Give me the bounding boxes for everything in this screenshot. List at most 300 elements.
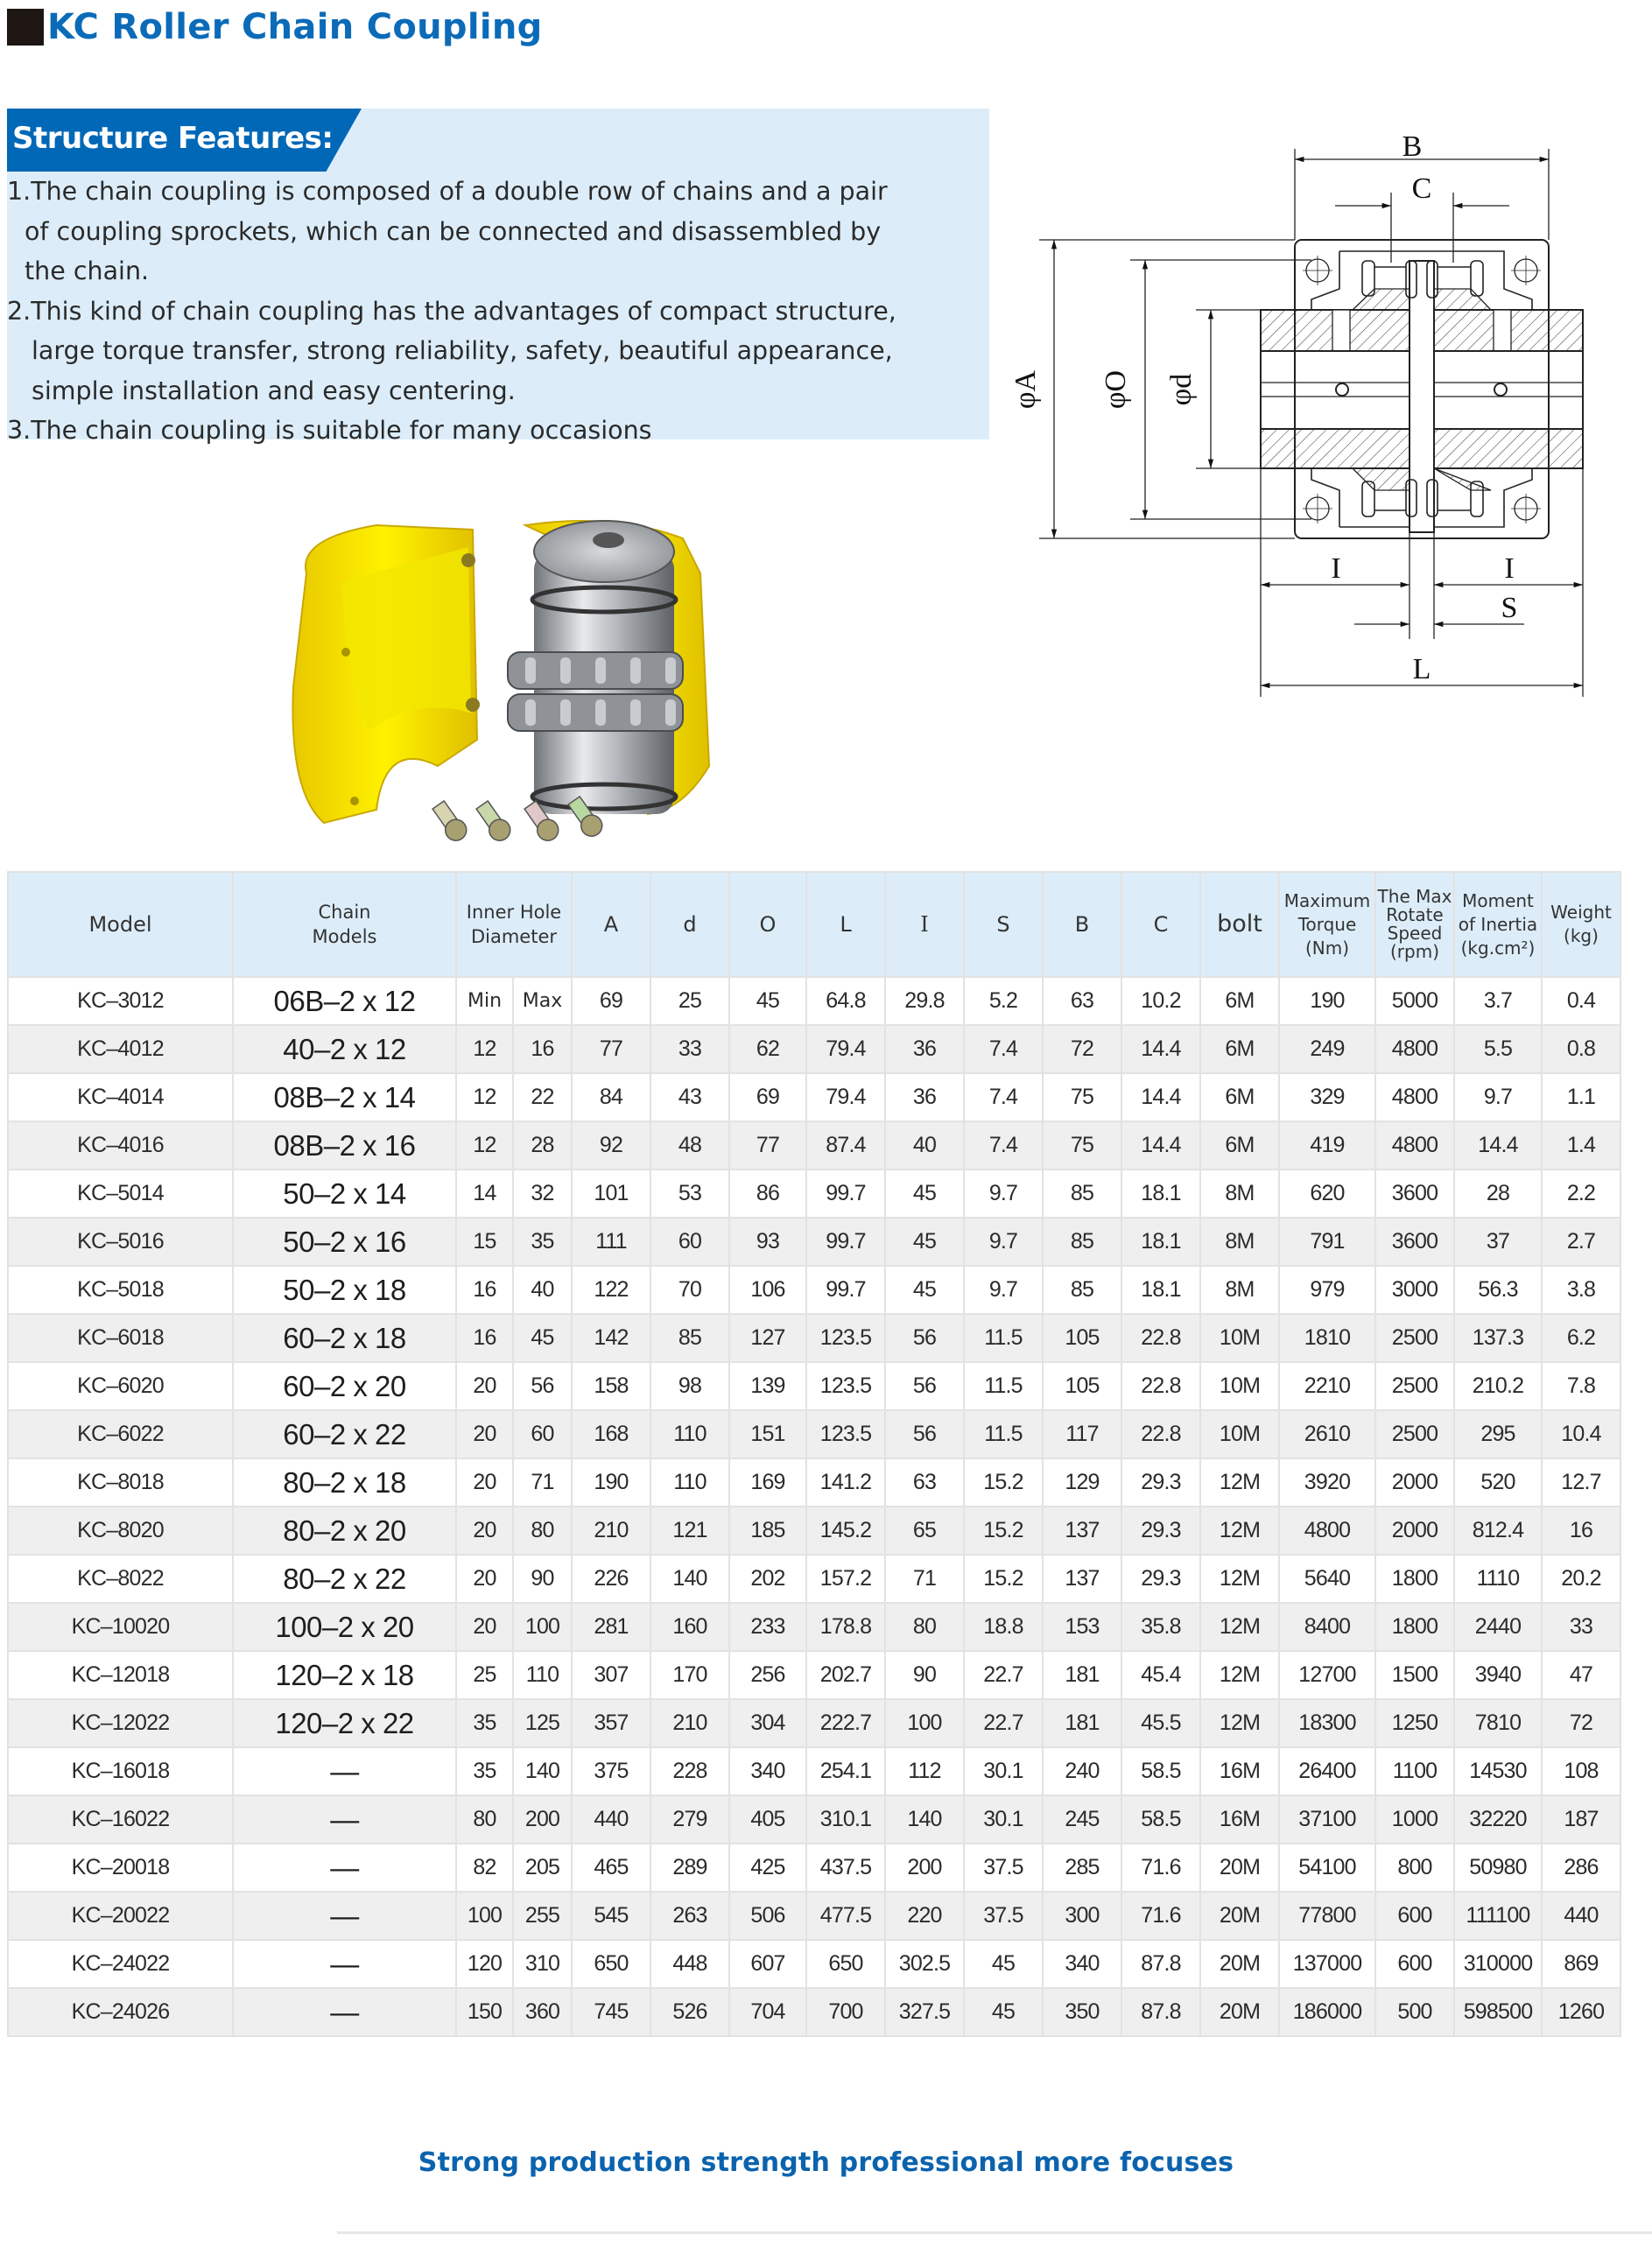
footer-divider [337,2231,1652,2234]
table-cell: 8M [1200,1218,1279,1266]
table-cell: 110 [650,1410,729,1458]
header-moment-of-inertia: Moment of Inertia (kg.cm²) [1454,872,1542,977]
title-square-marker [7,9,44,46]
table-cell: 245 [1043,1795,1121,1844]
feature-item-3: 3.The chain coupling is suitable for many occasions [7,416,652,445]
header-A: A [572,872,650,977]
table-cell: 45 [729,977,806,1025]
table-cell: 140 [885,1795,964,1844]
table-cell: 405 [729,1795,806,1844]
label-I-right: I [1504,552,1515,585]
table-cell: 80–2 x 22 [233,1555,456,1603]
table-cell: KC–6020 [8,1362,233,1410]
table-cell: 1250 [1375,1699,1454,1747]
table-cell: 29.3 [1121,1458,1200,1507]
table-cell: 100 [885,1699,964,1747]
table-row [8,1747,1620,1795]
table-cell: 4800 [1375,1025,1454,1073]
table-cell: 22.7 [964,1651,1043,1699]
table-cell: 12M [1200,1651,1279,1699]
table-cell: 979 [1279,1266,1375,1314]
table-cell: 5.5 [1454,1025,1542,1073]
header-d: d [650,872,729,977]
label-B: B [1402,130,1423,163]
table-cell: 12 [456,1073,513,1121]
table-cell: Min [456,977,513,1025]
header-weight: Weight (kg) [1542,872,1620,977]
table-cell: 80 [885,1603,964,1651]
table-cell: 295 [1454,1410,1542,1458]
feature-text-cont: the chain. [25,256,150,285]
table-cell: 425 [729,1844,806,1892]
table-cell: 10.2 [1121,977,1200,1025]
structure-features-heading: Structure Features: [12,121,334,156]
table-cell: 1260 [1542,1988,1620,2036]
table-cell: 7.4 [964,1073,1043,1121]
table-cell: 98 [650,1362,729,1410]
table-cell: 2610 [1279,1410,1375,1458]
table-cell: 90 [513,1555,572,1603]
table-cell: 310000 [1454,1940,1542,1988]
table-cell: 240 [1043,1747,1121,1795]
table-cell: 141.2 [806,1458,885,1507]
table-cell: 263 [650,1892,729,1940]
table-cell: 202.7 [806,1651,885,1699]
table-cell: 77800 [1279,1892,1375,1940]
table-cell: 58.5 [1121,1747,1200,1795]
table-cell: 2000 [1375,1507,1454,1555]
table-cell: 350 [1043,1988,1121,2036]
table-cell: 168 [572,1410,650,1458]
table-cell: 99.7 [806,1218,885,1266]
table-cell: 7.4 [964,1025,1043,1073]
table-cell: 11.5 [964,1362,1043,1410]
table-cell: 43 [650,1073,729,1121]
table-cell: 37.5 [964,1844,1043,1892]
table-cell: 33 [650,1025,729,1073]
table-cell: KC–8018 [8,1458,233,1507]
table-cell: 87.4 [806,1121,885,1170]
footer-tagline: Strong production strength professional more focuses [418,2147,1234,2178]
table-cell: KC–8020 [8,1507,233,1555]
table-cell: 32220 [1454,1795,1542,1844]
table-cell: 3600 [1375,1218,1454,1266]
table-cell: 15 [456,1218,513,1266]
table-cell: 2000 [1375,1458,1454,1507]
table-cell: 6.2 [1542,1314,1620,1362]
table-row [8,1458,1620,1507]
table-cell: 56.3 [1454,1266,1542,1314]
feature-text: The chain coupling is composed of a double row of chains and a pair [31,177,888,206]
table-cell: 06B–2 x 12 [233,977,456,1025]
table-cell: 222.7 [806,1699,885,1747]
table-cell: 139 [729,1362,806,1410]
table-cell: 122 [572,1266,650,1314]
table-cell: 520 [1454,1458,1542,1507]
table-cell: 100–2 x 20 [233,1603,456,1651]
table-cell: 40 [885,1121,964,1170]
table-cell: 29.8 [885,977,964,1025]
table-cell: 12 [456,1121,513,1170]
table-cell: 5000 [1375,977,1454,1025]
table-cell: 307 [572,1651,650,1699]
product-photo [271,477,779,854]
table-cell: 22.8 [1121,1410,1200,1458]
table-cell: 256 [729,1651,806,1699]
table-cell: KC–8022 [8,1555,233,1603]
table-cell: 110 [650,1458,729,1507]
table-cell: 48 [650,1121,729,1170]
table-cell: 6M [1200,1121,1279,1170]
table-cell: 249 [1279,1025,1375,1073]
table-cell: 526 [650,1988,729,2036]
header-S: S [964,872,1043,977]
table-cell: 85 [650,1314,729,1362]
table-cell: 99.7 [806,1266,885,1314]
table-cell: 440 [1542,1892,1620,1940]
table-cell: 20M [1200,1844,1279,1892]
table-cell: 93 [729,1218,806,1266]
table-cell: 79.4 [806,1073,885,1121]
label-phid: φd [1165,373,1198,406]
table-cell: 106 [729,1266,806,1314]
table-cell: 56 [885,1410,964,1458]
table-cell: 15.2 [964,1507,1043,1555]
table-row [8,1988,1620,2036]
table-cell: 92 [572,1121,650,1170]
table-cell: KC–6018 [8,1314,233,1362]
table-cell: 745 [572,1988,650,2036]
table-row [8,1266,1620,1314]
header-C: C [1121,872,1200,977]
table-cell: 11.5 [964,1410,1043,1458]
table-cell: 18.1 [1121,1218,1200,1266]
table-cell: 18300 [1279,1699,1375,1747]
table-cell: 0.4 [1542,977,1620,1025]
table-cell: 22.7 [964,1699,1043,1747]
table-cell: 137.3 [1454,1314,1542,1362]
table-cell: 140 [513,1747,572,1795]
table-cell: 137000 [1279,1940,1375,1988]
table-cell: 12 [456,1025,513,1073]
table-cell: 16 [1542,1507,1620,1555]
table-cell: 137 [1043,1507,1121,1555]
table-cell: 123.5 [806,1410,885,1458]
table-cell: KC–24022 [8,1940,233,1988]
table-cell: 20.2 [1542,1555,1620,1603]
table-cell: 9.7 [964,1170,1043,1218]
table-cell: 108 [1542,1747,1620,1795]
table-cell: 30.1 [964,1747,1043,1795]
table-cell: — [233,1940,456,1988]
table-cell: 160 [650,1603,729,1651]
table-cell: 65 [885,1507,964,1555]
table-cell: 58.5 [1121,1795,1200,1844]
structure-features-panel [7,109,989,445]
table-cell: 340 [729,1747,806,1795]
table-cell: KC–3012 [8,977,233,1025]
table-cell: 35.8 [1121,1603,1200,1651]
table-cell: 53 [650,1170,729,1218]
table-cell: 26400 [1279,1747,1375,1795]
table-cell: 5.2 [964,977,1043,1025]
table-cell: 99.7 [806,1170,885,1218]
table-cell: 129 [1043,1458,1121,1507]
feature-item-2: 2.This kind of chain coupling has the advantages of compact structure, large torque transfer, strong reliability, safety, beautiful appearance, simple installation and easy centering. [7,292,896,411]
bolts [430,795,607,845]
table-cell: 35 [456,1699,513,1747]
table-cell: 16M [1200,1747,1279,1795]
table-cell: 80–2 x 20 [233,1507,456,1555]
table-cell: 14.4 [1121,1121,1200,1170]
table-cell: 85 [1043,1266,1121,1314]
table-cell: 32 [513,1170,572,1218]
table-cell: 8400 [1279,1603,1375,1651]
table-cell: 791 [1279,1218,1375,1266]
table-cell: 101 [572,1170,650,1218]
table-cell: 3000 [1375,1266,1454,1314]
table-cell: 90 [885,1651,964,1699]
table-cell: KC–20022 [8,1892,233,1940]
table-row [8,1121,1620,1170]
header-L: L [806,872,885,977]
table-cell: 310 [513,1940,572,1988]
table-cell: 121 [650,1507,729,1555]
table-cell: 0.8 [1542,1025,1620,1073]
table-cell: 56 [885,1362,964,1410]
table-row [8,1170,1620,1218]
table-cell: 14.4 [1454,1121,1542,1170]
table-cell: 3600 [1375,1170,1454,1218]
table-cell: 22 [513,1073,572,1121]
table-cell: 84 [572,1073,650,1121]
table-cell: 1800 [1375,1555,1454,1603]
table-cell: Max [513,977,572,1025]
table-cell: 200 [885,1844,964,1892]
table-cell: 190 [1279,977,1375,1025]
table-cell: 71 [513,1458,572,1507]
table-cell: 286 [1542,1844,1620,1892]
feature-text-cont: of coupling sprockets, which can be connected and disassembled by [25,216,882,246]
table-cell: 4800 [1375,1121,1454,1170]
table-cell: 15.2 [964,1555,1043,1603]
table-cell: 11.5 [964,1314,1043,1362]
spec-table [7,871,1621,2037]
table-row [8,1699,1620,1747]
table-cell: 10.4 [1542,1410,1620,1458]
table-cell: 117 [1043,1410,1121,1458]
table-cell: 20 [456,1603,513,1651]
table-cell: 190 [572,1458,650,1507]
table-row [8,1651,1620,1699]
table-cell: 186000 [1279,1988,1375,2036]
table-row [8,1410,1620,1458]
table-cell: 255 [513,1892,572,1940]
table-cell: 18.1 [1121,1170,1200,1218]
table-cell: 111100 [1454,1892,1542,1940]
table-cell: 7.4 [964,1121,1043,1170]
table-cell: 45 [513,1314,572,1362]
table-cell: 105 [1043,1362,1121,1410]
table-cell: 8M [1200,1170,1279,1218]
table-cell: 80–2 x 18 [233,1458,456,1507]
table-cell: 2.7 [1542,1218,1620,1266]
feature-text-cont: large torque transfer, strong reliability, safety, beautiful appearance, [32,336,893,365]
table-cell: 142 [572,1314,650,1362]
table-cell: 20 [456,1458,513,1507]
table-cell: 14 [456,1170,513,1218]
table-cell: 120–2 x 22 [233,1699,456,1747]
header-max-torque: Maximum Torque (Nm) [1279,872,1375,977]
table-cell: 4800 [1375,1073,1454,1121]
table-cell: 440 [572,1795,650,1844]
table-cell: 29.3 [1121,1507,1200,1555]
header-O: O [729,872,806,977]
table-cell: 16M [1200,1795,1279,1844]
table-cell: 79.4 [806,1025,885,1073]
table-cell: 285 [1043,1844,1121,1892]
header-max-speed: The Max Rotate Speed (rpm) [1375,872,1454,977]
table-cell: 151 [729,1410,806,1458]
table-cell: 127 [729,1314,806,1362]
table-cell: 10M [1200,1410,1279,1458]
header-I: I [885,872,964,977]
table-cell: 70 [650,1266,729,1314]
table-cell: KC–16018 [8,1747,233,1795]
table-cell: 140 [650,1555,729,1603]
table-cell: 60 [650,1218,729,1266]
table-cell: 375 [572,1747,650,1795]
table-cell: 72 [1043,1025,1121,1073]
table-cell: 3920 [1279,1458,1375,1507]
table-cell: 302.5 [885,1940,964,1988]
table-cell: — [233,1988,456,2036]
table-cell: 477.5 [806,1892,885,1940]
table-cell: 54100 [1279,1844,1375,1892]
table-cell: — [233,1795,456,1844]
table-cell: 29.3 [1121,1555,1200,1603]
table-cell: 600 [1375,1892,1454,1940]
table-cell: 40–2 x 12 [233,1025,456,1073]
table-cell: 600 [1375,1940,1454,1988]
table-cell: 50–2 x 18 [233,1266,456,1314]
table-cell: 20M [1200,1988,1279,2036]
table-cell: 14.4 [1121,1073,1200,1121]
table-cell: 45.4 [1121,1651,1200,1699]
table-row [8,977,1620,1025]
table-cell: 45 [885,1170,964,1218]
table-cell: 233 [729,1603,806,1651]
table-cell: KC–4014 [8,1073,233,1121]
table-cell: 4800 [1279,1507,1375,1555]
table-cell: 6M [1200,1073,1279,1121]
table-cell: 56 [513,1362,572,1410]
table-cell: 5640 [1279,1555,1375,1603]
table-cell: 545 [572,1892,650,1940]
table-cell: 157.2 [806,1555,885,1603]
table-cell: 16 [513,1025,572,1073]
table-cell: 448 [650,1940,729,1988]
table-cell: KC–4016 [8,1121,233,1170]
table-cell: 226 [572,1555,650,1603]
table-cell: 35 [513,1218,572,1266]
table-cell: 300 [1043,1892,1121,1940]
table-cell: — [233,1844,456,1892]
table-cell: 120–2 x 18 [233,1651,456,1699]
table-cell: 3.7 [1454,977,1542,1025]
table-cell: 45 [885,1218,964,1266]
table-cell: 08B–2 x 14 [233,1073,456,1121]
table-cell: 14530 [1454,1747,1542,1795]
table-cell: 12M [1200,1507,1279,1555]
table-cell: 9.7 [964,1218,1043,1266]
table-cell: 56 [885,1314,964,1362]
header-model: Model [8,872,233,977]
table-cell: 327.5 [885,1988,964,2036]
table-cell: 50–2 x 16 [233,1218,456,1266]
table-cell: 329 [1279,1073,1375,1121]
table-cell: 9.7 [1454,1073,1542,1121]
table-cell: 169 [729,1458,806,1507]
table-cell: 82 [456,1844,513,1892]
table-cell: KC–5014 [8,1170,233,1218]
table-cell: KC–5016 [8,1218,233,1266]
table-cell: 12M [1200,1555,1279,1603]
table-cell: 20 [456,1362,513,1410]
table-cell: 123.5 [806,1314,885,1362]
table-cell: 60–2 x 22 [233,1410,456,1458]
table-cell: 158 [572,1362,650,1410]
table-cell: 3.8 [1542,1266,1620,1314]
table-row [8,1892,1620,1940]
feature-text: The chain coupling is suitable for many occasions [31,416,652,445]
table-cell: 25 [650,977,729,1025]
table-cell: 28 [1454,1170,1542,1218]
table-cell: 620 [1279,1170,1375,1218]
table-cell: 228 [650,1747,729,1795]
table-cell: KC–16022 [8,1795,233,1844]
table-cell: 45.5 [1121,1699,1200,1747]
table-cell: 22.8 [1121,1362,1200,1410]
table-cell: 37 [1454,1218,1542,1266]
table-cell: 185 [729,1507,806,1555]
table-cell: 6M [1200,1025,1279,1073]
table-cell: 80 [513,1507,572,1555]
table-cell: 60–2 x 20 [233,1362,456,1410]
table-cell: 16 [456,1314,513,1362]
table-cell: 2210 [1279,1362,1375,1410]
table-row [8,1314,1620,1362]
table-cell: 100 [513,1603,572,1651]
table-cell: 80 [456,1795,513,1844]
table-cell: 69 [572,977,650,1025]
header-inner-hole-diameter: Inner Hole Diameter [456,872,572,977]
table-cell: 71.6 [1121,1892,1200,1940]
header-B: B [1043,872,1121,977]
table-cell: 75 [1043,1121,1121,1170]
table-cell: 60–2 x 18 [233,1314,456,1362]
table-header-row [8,872,1620,977]
table-cell: 112 [885,1747,964,1795]
table-row [8,1795,1620,1844]
table-cell: 10M [1200,1362,1279,1410]
table-row [8,1025,1620,1073]
table-cell: 20M [1200,1940,1279,1988]
label-C: C [1411,172,1432,205]
table-cell: 12.7 [1542,1458,1620,1507]
table-cell: 36 [885,1025,964,1073]
table-cell: 437.5 [806,1844,885,1892]
